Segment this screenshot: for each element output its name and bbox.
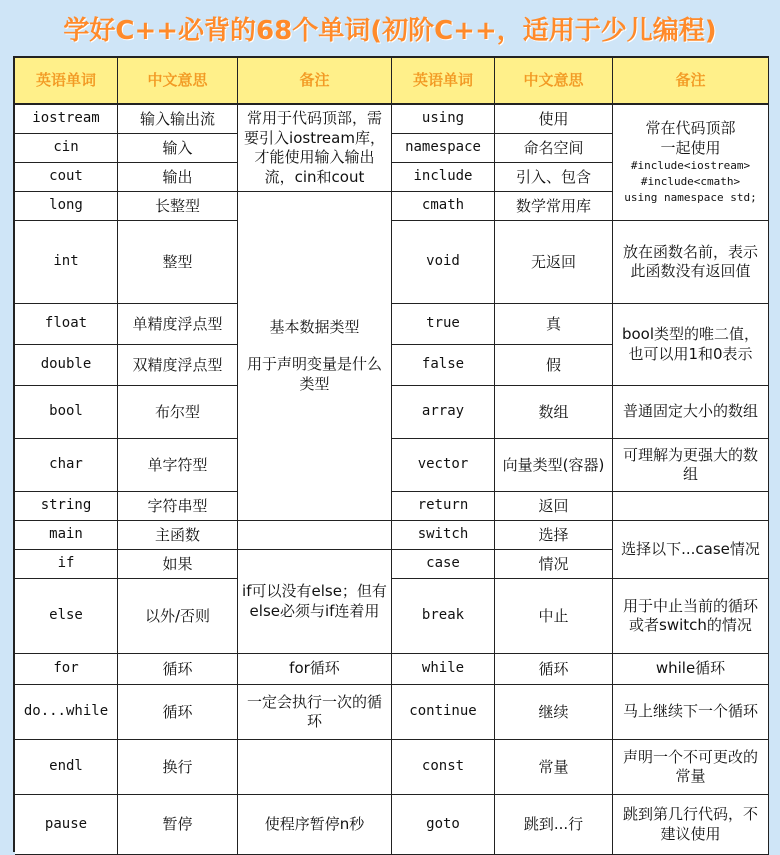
note-if-else: if可以没有else；但有else必须与if连着用 (238, 550, 392, 654)
note-main (238, 521, 392, 550)
left-meaning: 双精度浮点型 (118, 345, 238, 386)
page-title: 学好C++必背的68个单词(初阶C++，适用于少儿编程) (63, 15, 717, 46)
left-word: cin (15, 134, 118, 163)
left-word: float (15, 304, 118, 345)
left-meaning: 循环 (118, 654, 238, 685)
vocabulary-table (13, 56, 769, 852)
left-word: else (15, 579, 118, 654)
right-word: return (392, 492, 495, 521)
left-meaning: 输入输出流 (118, 105, 238, 134)
note-break: 用于中止当前的循环或者switch的情况 (613, 579, 769, 654)
left-meaning: 单字符型 (118, 439, 238, 492)
note-void: 放在函数名前，表示此函数没有返回值 (613, 221, 769, 304)
right-meaning: 数组 (495, 386, 613, 439)
note-do-while: 一定会执行一次的循环 (238, 685, 392, 740)
left-word: if (15, 550, 118, 579)
left-meaning: 输入 (118, 134, 238, 163)
right-meaning: 循环 (495, 654, 613, 685)
note-const: 声明一个不可更改的常量 (613, 740, 769, 795)
note-switch: 选择以下...case情况 (613, 521, 769, 579)
right-meaning: 向量类型(容器) (495, 439, 613, 492)
right-meaning: 继续 (495, 685, 613, 740)
left-word: endl (15, 740, 118, 795)
header-english-2: 英语单词 (392, 58, 495, 105)
right-meaning: 跳到...行 (495, 795, 613, 855)
right-word: goto (392, 795, 495, 855)
right-word: break (392, 579, 495, 654)
note-header-line-2: 一起使用 (660, 138, 721, 157)
right-word: using (392, 105, 495, 134)
right-word: vector (392, 439, 495, 492)
note-array: 普通固定大小的数组 (613, 386, 769, 439)
right-word: switch (392, 521, 495, 550)
left-meaning: 以外/否则 (118, 579, 238, 654)
note-return (613, 492, 769, 521)
right-word: case (392, 550, 495, 579)
left-meaning: 长整型 (118, 192, 238, 221)
left-word: double (15, 345, 118, 386)
code-include-cmath: #include<cmath> (640, 175, 741, 189)
header-chinese: 中文意思 (118, 58, 238, 105)
right-word: void (392, 221, 495, 304)
left-word: string (15, 492, 118, 521)
right-word: array (392, 386, 495, 439)
note-data-types (238, 192, 392, 521)
code-using-namespace: using namespace std; (624, 190, 757, 204)
note-continue: 马上继续下一个循环 (613, 685, 769, 740)
right-word: cmath (392, 192, 495, 221)
right-meaning: 情况 (495, 550, 613, 579)
header-english: 英语单词 (15, 58, 118, 105)
right-meaning: 返回 (495, 492, 613, 521)
left-word: pause (15, 795, 118, 855)
left-word: cout (15, 163, 118, 192)
right-word: true (392, 304, 495, 345)
left-meaning: 输出 (118, 163, 238, 192)
right-word: namespace (392, 134, 495, 163)
left-word: bool (15, 386, 118, 439)
left-meaning: 循环 (118, 685, 238, 740)
right-meaning: 命名空间 (495, 134, 613, 163)
right-meaning: 选择 (495, 521, 613, 550)
left-meaning: 暂停 (118, 795, 238, 855)
left-word: do...while (15, 685, 118, 740)
note-for: for循环 (238, 654, 392, 685)
note-endl (238, 740, 392, 795)
right-word: while (392, 654, 495, 685)
note-bool-values: bool类型的唯二值，也可以用1和0表示 (613, 304, 769, 386)
left-word: for (15, 654, 118, 685)
left-word: char (15, 439, 118, 492)
right-meaning: 数学常用库 (495, 192, 613, 221)
header-chinese-2: 中文意思 (495, 58, 613, 105)
left-meaning: 如果 (118, 550, 238, 579)
note-data-types-desc: 用于声明变量是什么类型 (246, 355, 382, 393)
left-word: int (15, 221, 118, 304)
code-include-iostream: #include<iostream> (630, 159, 751, 173)
header-notes-2: 备注 (613, 58, 769, 105)
left-meaning: 单精度浮点型 (118, 304, 238, 345)
note-header-line-1: 常在代码顶部 (645, 119, 736, 138)
right-word: include (392, 163, 495, 192)
right-meaning: 中止 (495, 579, 613, 654)
left-meaning: 字符串型 (118, 492, 238, 521)
note-header-includes (613, 105, 769, 221)
right-meaning: 真 (495, 304, 613, 345)
right-meaning: 假 (495, 345, 613, 386)
note-pause: 使程序暂停n秒 (238, 795, 392, 855)
right-meaning: 无返回 (495, 221, 613, 304)
note-iostream: 常用于代码顶部，需要引入iostream库，才能使用输入输出流，cin和cout (238, 105, 392, 192)
right-meaning: 使用 (495, 105, 613, 134)
note-vector: 可理解为更强大的数组 (613, 439, 769, 492)
left-word: main (15, 521, 118, 550)
right-meaning: 常量 (495, 740, 613, 795)
header-notes: 备注 (238, 58, 392, 105)
left-word: iostream (15, 105, 118, 134)
left-word: long (15, 192, 118, 221)
right-word: const (392, 740, 495, 795)
right-word: continue (392, 685, 495, 740)
note-while: while循环 (613, 654, 769, 685)
note-data-types-title: 基本数据类型 (269, 317, 360, 336)
left-meaning: 整型 (118, 221, 238, 304)
left-meaning: 布尔型 (118, 386, 238, 439)
right-word: false (392, 345, 495, 386)
left-meaning: 换行 (118, 740, 238, 795)
right-meaning: 引入、包含 (495, 163, 613, 192)
left-meaning: 主函数 (118, 521, 238, 550)
note-goto: 跳到第几行代码，不建议使用 (613, 795, 769, 855)
